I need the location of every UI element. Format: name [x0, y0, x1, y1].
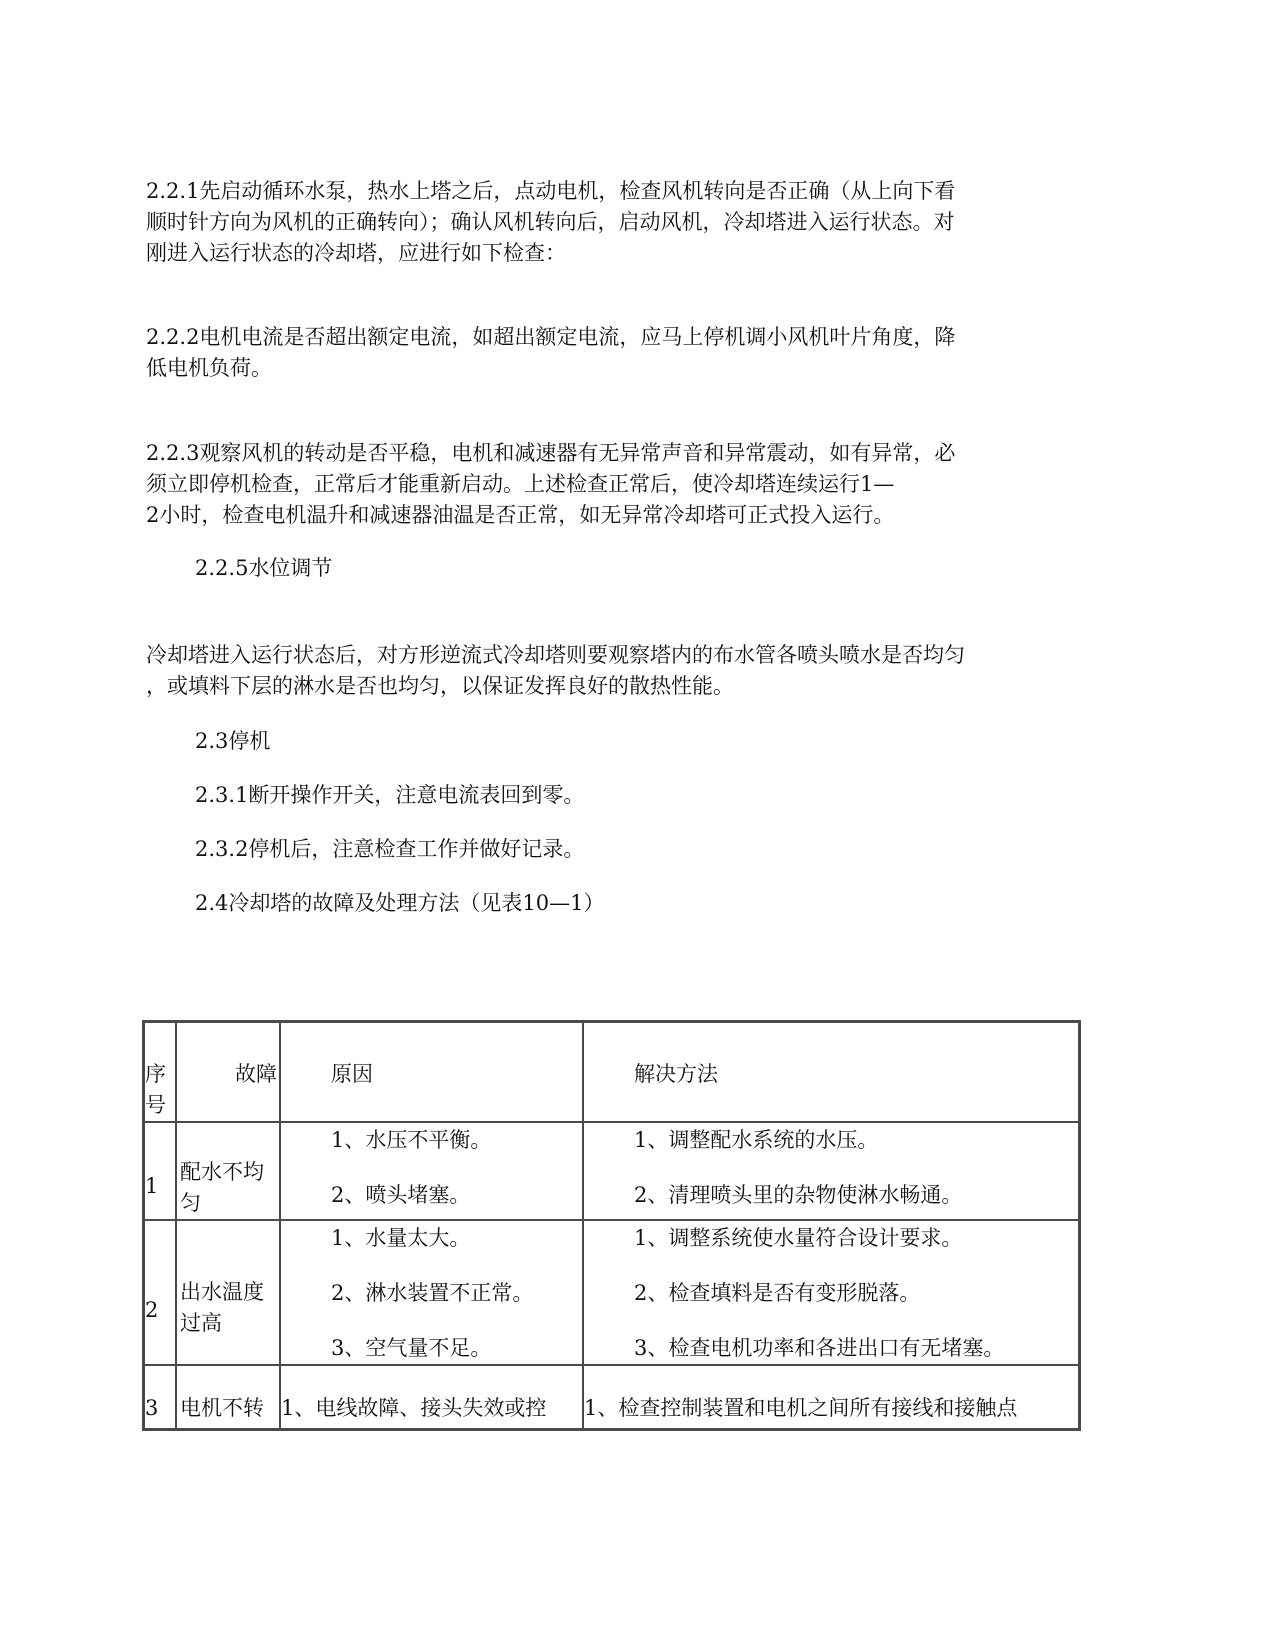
row-cause-cell — [280, 1365, 583, 1429]
row-fault: 电机不转 — [180, 1396, 264, 1420]
row-solution: 1、检查控制装置和电机之间所有接线和接触点 — [584, 1396, 1018, 1420]
row-solution-cell — [583, 1122, 1080, 1220]
row-fault-cell — [176, 1220, 280, 1365]
row-fault-line: 配水不均 — [180, 1160, 264, 1184]
paragraph-water-distribution — [146, 640, 1086, 702]
row-cause-line: 1、水压不平衡。 — [331, 1128, 492, 1152]
row-fault-line: 匀 — [180, 1191, 201, 1215]
header-cause-cell — [280, 1022, 583, 1123]
header-fault-cell — [176, 1022, 280, 1123]
row-solution-line: 1、调整系统使水量符合设计要求。 — [634, 1226, 963, 1250]
text-line: 低电机负荷。 — [146, 356, 272, 380]
row-fault-line: 过高 — [180, 1311, 222, 1335]
row-fault-cell — [176, 1122, 280, 1220]
text-line: 刚进入运行状态的冷却塔，应进行如下检查： — [146, 241, 566, 265]
row-solution-cell — [583, 1365, 1080, 1429]
paragraph-2-2-2 — [146, 322, 1086, 384]
header-solution-cell — [583, 1022, 1080, 1123]
section-heading-shutdown: 2.3停机 — [195, 729, 271, 753]
row-solution-line: 2、清理喷头里的杂物使淋水畅通。 — [634, 1183, 963, 1207]
header-num-cell — [144, 1022, 177, 1123]
text-line: 2小时，检查电机温升和减速器油温是否正常，如无异常冷却塔可正式投入运行。 — [146, 503, 895, 527]
header-fault: 故障 — [235, 1062, 277, 1086]
fault-table — [142, 1020, 1081, 1431]
text-line: 顺时针方向为风机的正确转向）；确认风机转向后，启动风机，冷却塔进入运行状态。对 — [146, 210, 955, 234]
text-line: 2.2.3观察风机的转动是否平稳，电机和减速器有无异常声音和异常震动，如有异常，必 — [146, 441, 956, 465]
header-num-line: 序 — [145, 1062, 166, 1086]
section-heading-water-level: 2.2.5水位调节 — [195, 556, 333, 580]
row-num-cell — [144, 1365, 177, 1429]
paragraph-2-3-1: 2.3.1断开操作开关，注意电流表回到零。 — [195, 783, 585, 807]
row-cause-line: 1、水量太大。 — [331, 1226, 471, 1250]
row-cause-line: 3、空气量不足。 — [331, 1336, 492, 1360]
row-num-cell — [144, 1122, 177, 1220]
row-cause: 1、电线故障、接头失效或控 — [281, 1396, 547, 1420]
row-solution-line: 3、检查电机功率和各进出口有无堵塞。 — [634, 1336, 1005, 1360]
paragraph-2-2-3 — [146, 438, 1086, 531]
row-solution-line: 2、检查填料是否有变形脱落。 — [634, 1281, 921, 1305]
table-header-row — [144, 1022, 1080, 1123]
row-cause-line: 2、淋水装置不正常。 — [331, 1281, 534, 1305]
section-heading-faults: 2.4冷却塔的故障及处理方法（见表10—1） — [195, 891, 605, 915]
row-cause-line: 2、喷头堵塞。 — [331, 1183, 471, 1207]
text-line: 冷却塔进入运行状态后，对方形逆流式冷却塔则要观察塔内的布水管各喷头喷水是否均匀 — [146, 643, 965, 667]
row-solution-line: 1、调整配水系统的水压。 — [634, 1128, 879, 1152]
row-num: 1 — [145, 1173, 159, 1198]
row-cause-cell — [280, 1122, 583, 1220]
text-line: 2.2.2电机电流是否超出额定电流，如超出额定电流，应马上停机调小风机叶片角度，降 — [146, 325, 956, 349]
table-row — [144, 1365, 1080, 1429]
paragraph-2-3-2: 2.3.2停机后，注意检查工作并做好记录。 — [195, 837, 585, 861]
row-fault-cell — [176, 1365, 280, 1429]
text-line: 须立即停机检查，正常后才能重新启动。上述检查正常后，使冷却塔连续运行1— — [146, 472, 895, 496]
text-line: ，或填料下层的淋水是否也均匀，以保证发挥良好的散热性能。 — [146, 674, 734, 698]
paragraph-2-2-1 — [146, 176, 1086, 269]
row-num-cell — [144, 1220, 177, 1365]
header-num-line: 号 — [145, 1093, 166, 1117]
table-row — [144, 1122, 1080, 1220]
table-row — [144, 1220, 1080, 1365]
text-line: 2.2.1先启动循环水泵，热水上塔之后，点动电机，检查风机转向是否正确（从上向下看 — [146, 179, 956, 203]
row-num: 2 — [145, 1298, 159, 1322]
header-cause: 原因 — [331, 1062, 373, 1086]
header-solution: 解决方法 — [634, 1062, 718, 1086]
row-fault-line: 出水温度 — [180, 1280, 264, 1304]
row-cause-cell — [280, 1220, 583, 1365]
row-solution-cell — [583, 1220, 1080, 1365]
row-num: 3 — [145, 1396, 159, 1420]
